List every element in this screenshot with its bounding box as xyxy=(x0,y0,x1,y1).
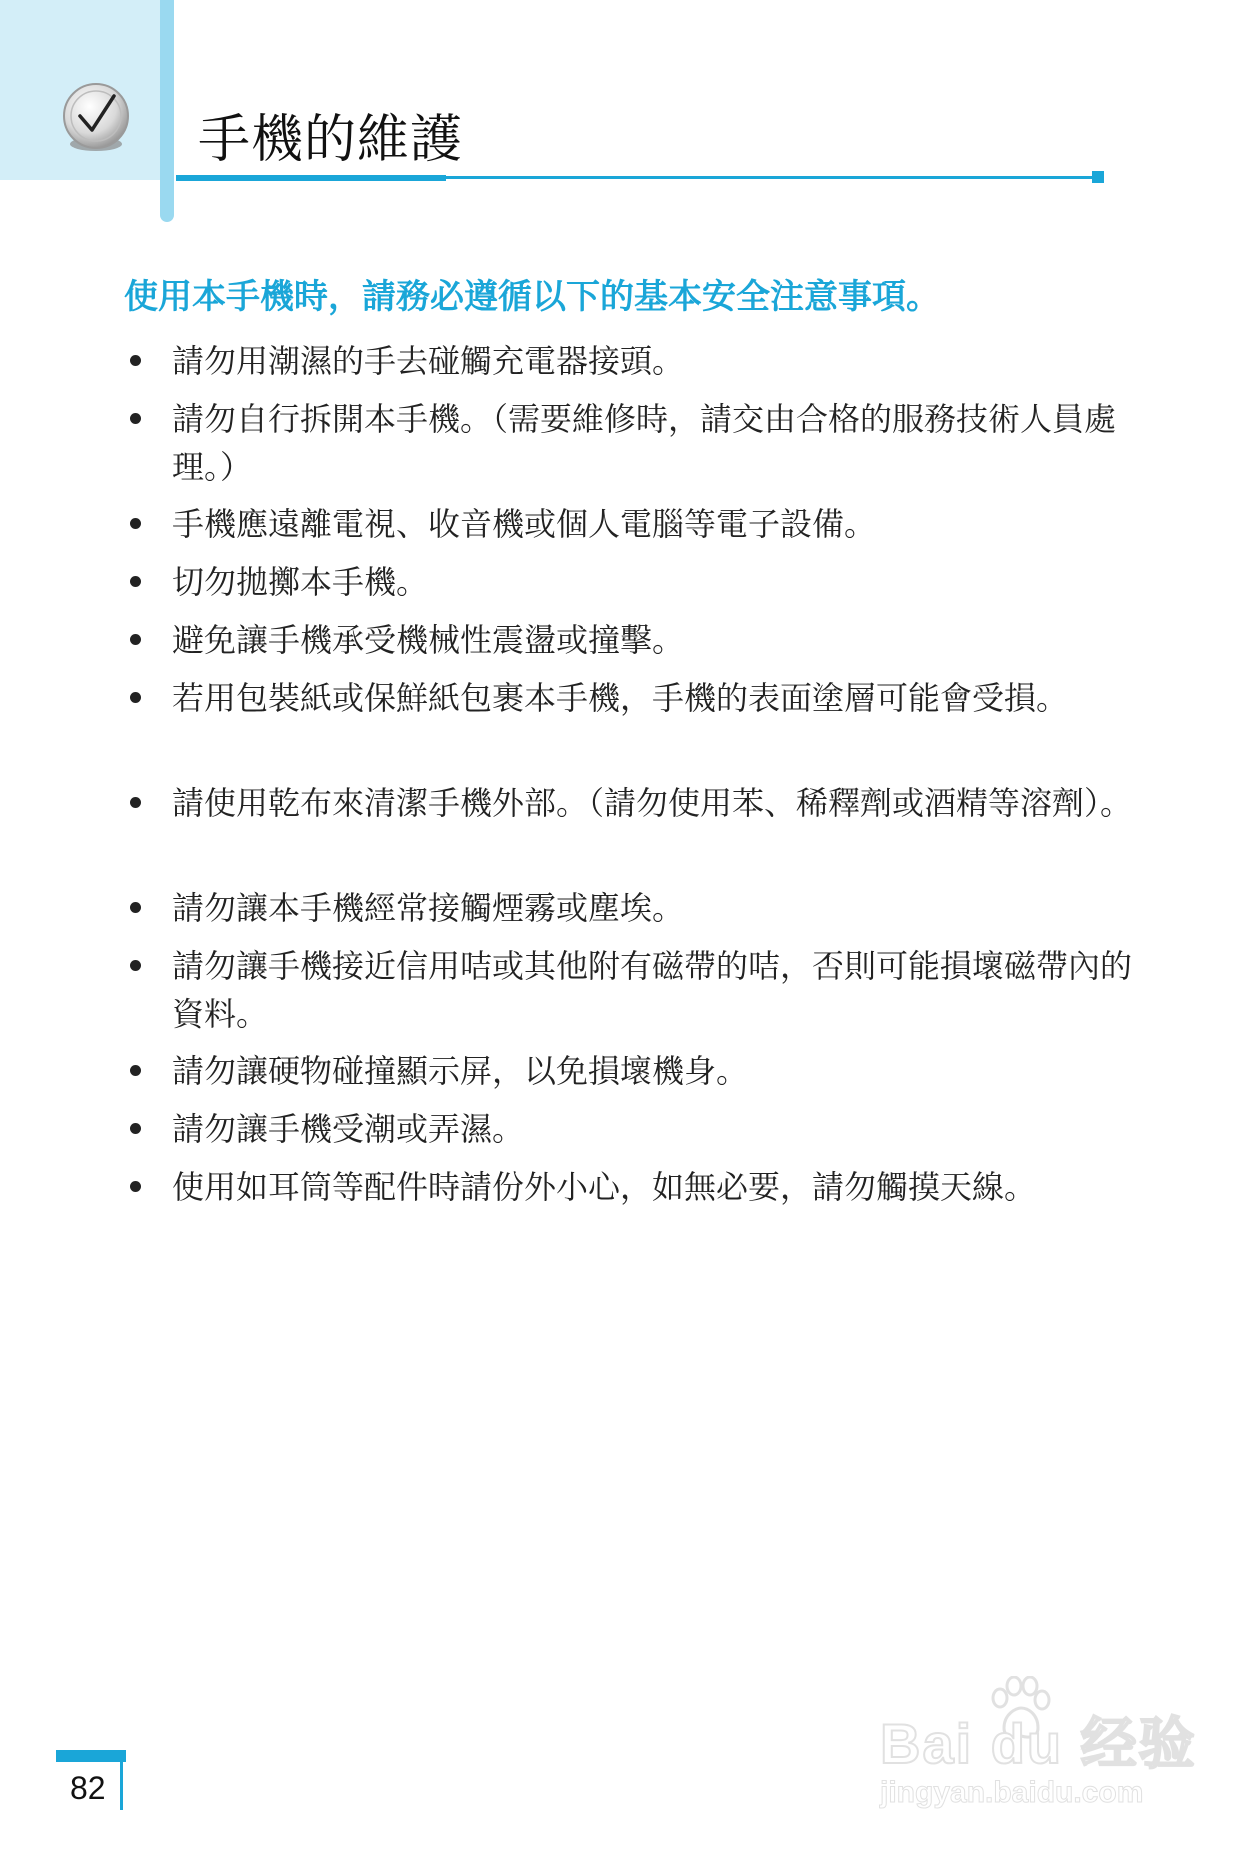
header-vertical-bar xyxy=(160,0,174,222)
list-item xyxy=(128,337,1108,385)
title-underline-thin xyxy=(446,176,1098,179)
list-item-text: 請勿用潮濕的手去碰觸充電器接頭。 xyxy=(172,342,685,380)
list-item xyxy=(128,779,1133,827)
watermark-url: jingyan.baidu.com xyxy=(880,1776,1144,1809)
list-item-text: 若用包裝紙或保鮮紙包裹本手機，手機的表面塗層可能會受損。 xyxy=(172,679,1069,717)
watermark-logo-text: Bai du 经验 xyxy=(880,1712,1197,1775)
footer-accent-bar xyxy=(56,1750,126,1762)
list-item-text: 請勿讓硬物碰撞顯示屏，以免損壞機身。 xyxy=(172,1052,749,1090)
list-item xyxy=(128,884,1108,932)
list-item-text: 避免讓手機承受機械性震盪或撞擊。 xyxy=(172,621,685,659)
title-underline-thick xyxy=(176,175,446,181)
bullet-icon xyxy=(130,576,141,587)
bullet-icon xyxy=(130,413,141,424)
bullet-icon xyxy=(130,902,141,913)
list-item xyxy=(128,395,1117,491)
list-item-text: 請勿讓手機接近信用咭或其他附有磁帶的咭，否則可能損壞磁帶內的資料。 xyxy=(172,947,1133,1033)
checkmark-icon xyxy=(56,78,136,158)
list-item-text: 使用如耳筒等配件時請份外小心，如無必要，請勿觸摸天線。 xyxy=(172,1168,1037,1206)
list-item-text: 切勿拋擲本手機。 xyxy=(172,563,429,601)
list-item xyxy=(128,674,1108,722)
list-item-text: 請勿自行拆開本手機。（需要維修時，請交由合格的服務技術人員處理。） xyxy=(172,400,1117,486)
bullet-icon xyxy=(130,692,141,703)
list-item-text: 請勿讓手機受潮或弄濕。 xyxy=(172,1110,525,1148)
footer-accent-line xyxy=(120,1762,123,1810)
bullet-icon xyxy=(130,1065,141,1076)
list-item xyxy=(128,1163,1108,1211)
page-number: 82 xyxy=(70,1770,106,1806)
list-item-text: 手機應遠離電視、收音機或個人電腦等電子設備。 xyxy=(172,505,877,543)
bullet-icon xyxy=(130,518,141,529)
list-item-text: 請使用乾布來清潔手機外部。（請勿使用苯、稀釋劑或酒精等溶劑）。 xyxy=(172,784,1133,822)
list-item xyxy=(128,1047,1108,1095)
bullet-icon xyxy=(130,1123,141,1134)
bullet-icon xyxy=(130,1181,141,1192)
bullet-icon xyxy=(130,960,141,971)
bullet-icon xyxy=(130,355,141,366)
page-title: 手機的維護 xyxy=(198,110,464,170)
bullet-icon xyxy=(130,797,141,808)
watermark xyxy=(880,1676,1200,1826)
section-subtitle: 使用本手機時，請務必遵循以下的基本安全注意事項。 xyxy=(124,277,940,317)
list-item xyxy=(128,500,1108,548)
title-underline-end-square xyxy=(1092,171,1104,183)
list-item xyxy=(128,942,1133,1038)
list-item xyxy=(128,1105,1108,1153)
list-item-text: 請勿讓本手機經常接觸煙霧或塵埃。 xyxy=(172,889,685,927)
list-item xyxy=(128,616,1108,664)
list-item xyxy=(128,558,1108,606)
bullet-icon xyxy=(130,634,141,645)
